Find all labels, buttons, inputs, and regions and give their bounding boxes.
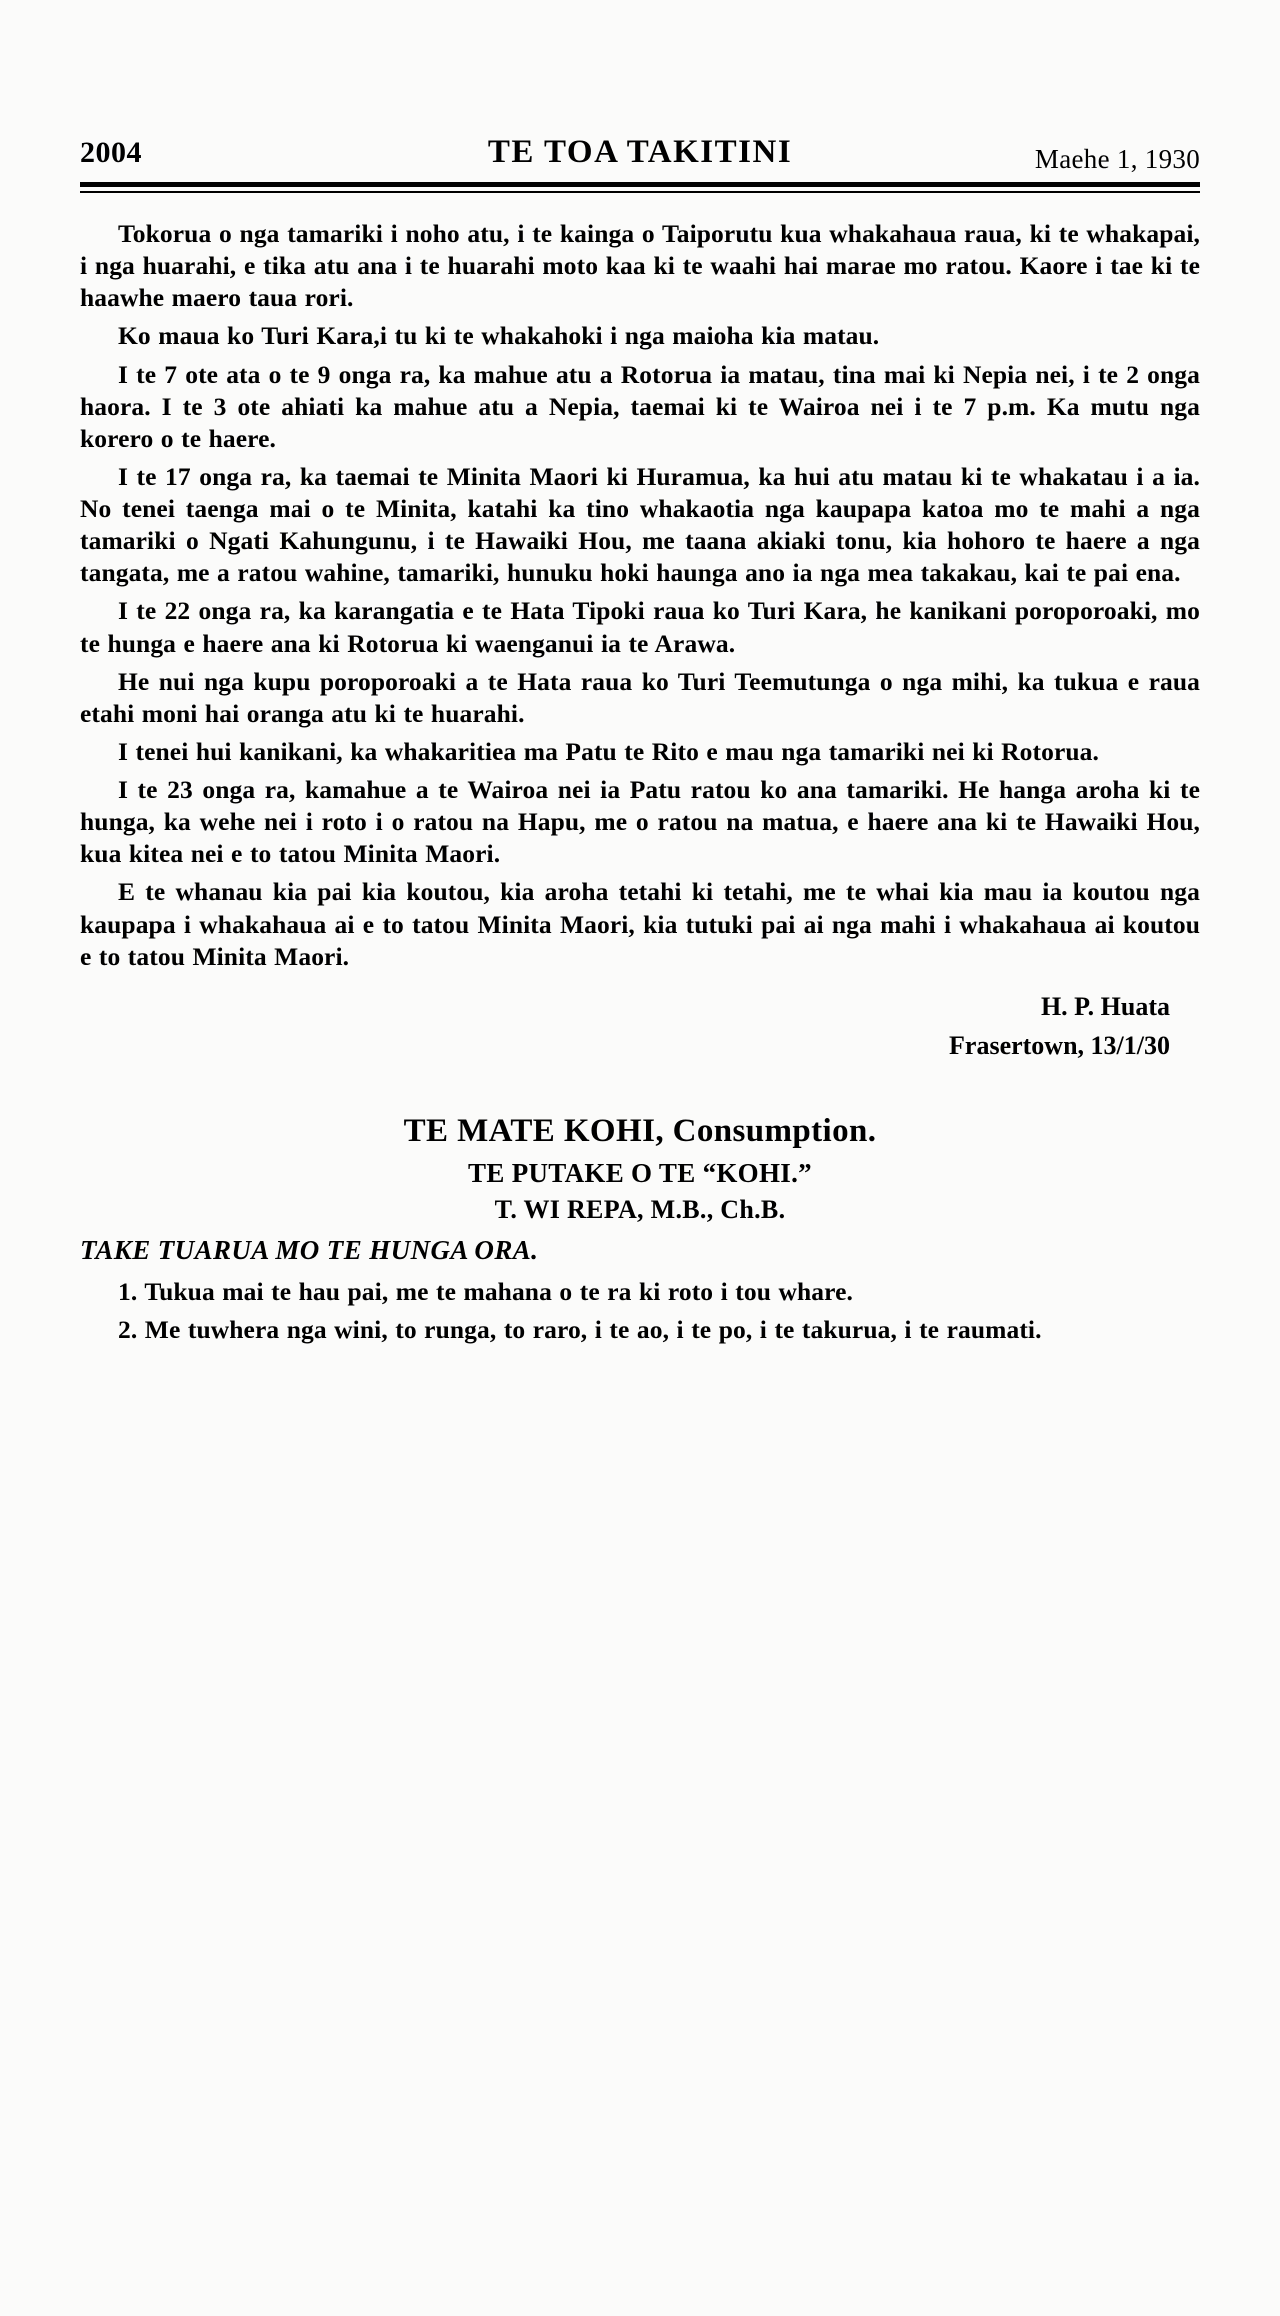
publication-title: TE TOA TAKITINI <box>487 134 793 170</box>
paragraph: E te whanau kia pai kia koutou, kia aroha tetahi ki tetahi, me te whai kia mau ia koutou nga kaupapa i whakahaua ai e to tatou Minita Maori, kia tutuki pai ai nga mahi i whakahaua ai koutou e to tatou Minita Maori. <box>80 877 1200 971</box>
list-item: 2. Me tuwhera nga wini, to runga, to raro, i te ao, i te po, i te takurua, i te raumati. <box>118 1314 1042 1344</box>
section-title: TE MATE KOHI, Consumption. <box>403 1112 877 1149</box>
paragraph: Tokorua o nga tamariki i noho atu, i te kainga o Taiporutu kua whakahaua raua, ki te whakapai, i nga huarahi, e tika atu ana i te huarahi moto kaa ki te waahi hai marae mo ratou. Kaore i tae ki te haawhe maero taua rori. <box>80 219 1200 313</box>
list-item: 1. Tukua mai te hau pai, me te mahana o te ra ki roto i tou whare. <box>118 1276 853 1306</box>
signature-name: H. P. Huata <box>1040 991 1170 1021</box>
section-author: T. WI REPA, M.B., Ch.B. <box>494 1194 786 1224</box>
masthead-rule-thin <box>80 191 1200 193</box>
page-number: 2004 <box>80 136 142 169</box>
section-heading-block <box>80 1113 1200 1266</box>
section-subheading: TAKE TUARUA MO TE HUNGA ORA. <box>80 1234 539 1265</box>
signature-block <box>80 987 1200 1065</box>
page-content <box>80 130 1200 1352</box>
paragraph: I tenei hui kanikani, ka whakaritiea ma Patu te Rito e mau nga tamariki nei ki Rotorua. <box>118 736 1099 766</box>
section-subtitle: TE PUTAKE O TE “KOHI.” <box>468 1157 812 1188</box>
article-body <box>80 218 1200 973</box>
masthead-rule-thick <box>80 182 1200 187</box>
paragraph: I te 17 onga ra, ka taemai te Minita Maori ki Huramua, ka hui atu matau ki te whakatau i a ia. No tenei taenga mai o te Minita, katahi ka tino whakaotia nga kaupapa katoa mo te mahi a nga tamariki o Ngati Kahungunu, i te Hawaiki Hou, me taana akiaki tonu, kia hohoro te haere a nga tangata, me a ratou wahine, tamariki, hunuku hoki haunga ano ia nga mea takakau, kai te pai ena. <box>80 461 1200 588</box>
paragraph: He nui nga kupu poroporoaki a te Hata raua ko Turi Teemutunga o nga mihi, ka tukua e raua etahi moni hai oranga atu ki te huarahi. <box>80 666 1200 728</box>
paragraph: I te 7 ote ata o te 9 onga ra, ka mahue atu a Rotorua ia matau, tina mai ki Nepia nei, i te 2 onga haora. I te 3 ote ahiati ka mahue atu a Nepia, taemai ki te Wairoa nei i te 7 p.m. Ka mutu nga korero o te haere. <box>80 359 1200 453</box>
signature-place-date: Frasertown, 13/1/30 <box>949 1030 1170 1060</box>
paragraph: I te 23 onga ra, kamahue a te Wairoa nei ia Patu ratou ko ana tamariki. He hanga aroha ki te hunga, ka wehe nei i roto i o ratou na Hapu, me o ratou na matua, e haere ana ki te Hawaiki Hou, kua kitea nei e to tatou Minita Maori. <box>80 775 1200 869</box>
paragraph: Ko maua ko Turi Kara,i tu ki te whakahoki i nga maioha kia matau. <box>118 321 880 351</box>
section-list <box>80 1276 1200 1346</box>
paragraph: I te 22 onga ra, ka karangatia e te Hata Tipoki raua ko Turi Kara, he kanikani poroporoaki, mo te hunga e haere ana ki Rotorua ki waenganui ia te Arawa. <box>80 596 1200 658</box>
masthead <box>80 130 1200 192</box>
issue-date: Maehe 1, 1930 <box>1034 144 1200 174</box>
